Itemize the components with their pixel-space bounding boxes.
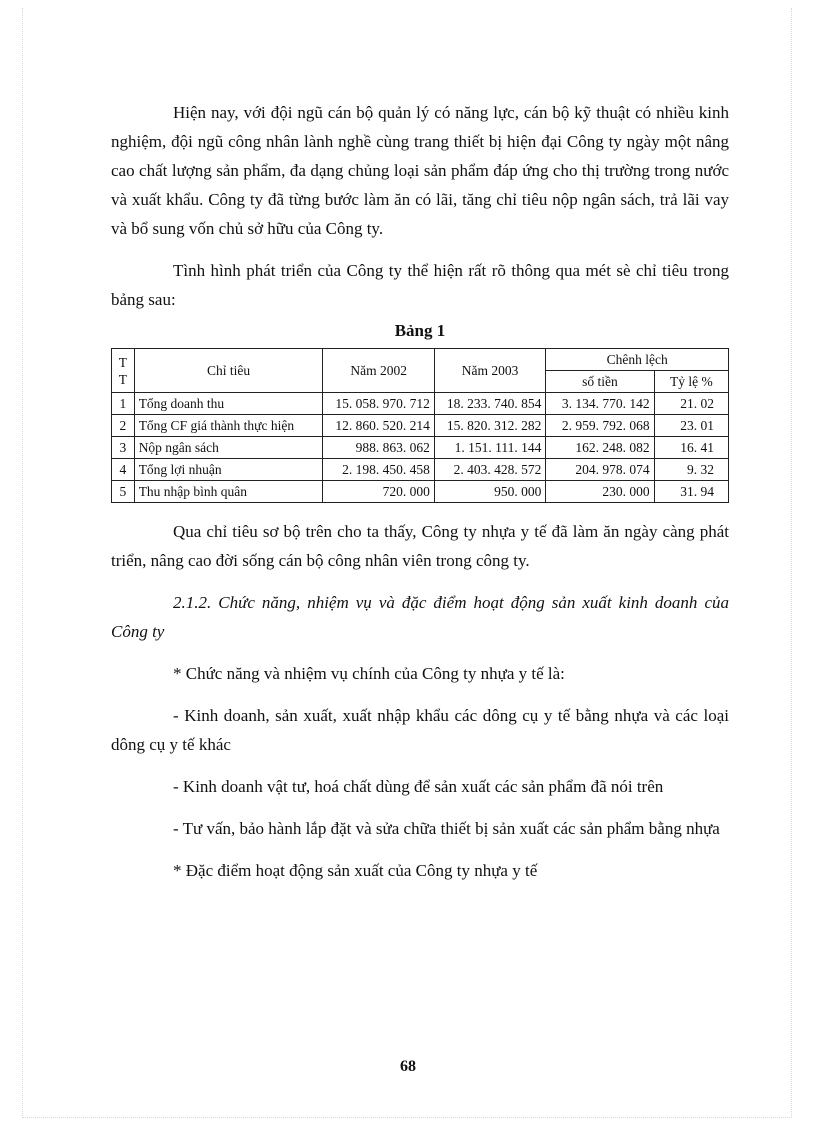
cell-tt: 5 [112, 481, 135, 503]
financial-table [111, 348, 729, 503]
paragraph-table-lead: Tình hình phát triển của Công ty thể hiện rất rõ thông qua mét sè chỉ tiêu trong bảng sau: [111, 261, 729, 309]
cell-tt: 2 [112, 415, 135, 437]
cell-ty-le: 21. 02 [654, 393, 728, 415]
cell-chi-tieu: Nộp ngân sách [134, 437, 323, 459]
paragraph-function-2: - Kinh doanh vật tư, hoá chất dùng để sản xuất các sản phẩm đã nói trên [173, 777, 664, 796]
paragraph-features-title: * Đặc điểm hoạt động sản xuất của Công ty nhựa y tế [173, 861, 538, 880]
header-ty-le: Tỷ lệ % [654, 371, 728, 393]
paragraph-intro: Hiện nay, với đội ngũ cán bộ quản lý có năng lực, cán bộ kỹ thuật có nhiều kinh nghiệm, đội ngũ công nhân lành nghề cùng trang thiết bị hiện đại Công ty ngày một nâng cao chất lượng sản phẩm, đa dạng chủng loại sản phẩm đáp ứng cho thị trường trong nước và xuất khẩu. Công ty đã từng bước làm ăn có lãi, tăng chỉ tiêu nộp ngân sách, trả lãi vay và bổ sung vốn chủ sở hữu của Công ty. [111, 103, 729, 238]
table-row [112, 415, 729, 437]
cell-so-tien: 3. 134. 770. 142 [546, 393, 654, 415]
cell-chi-tieu: Tổng lợi nhuận [134, 459, 323, 481]
header-chi-tieu: Chỉ tiêu [134, 349, 323, 393]
cell-tt: 4 [112, 459, 135, 481]
cell-ty-le: 16. 41 [654, 437, 728, 459]
table-row [112, 481, 729, 503]
cell-ty-le: 9. 32 [654, 459, 728, 481]
header-nam-2003: Năm 2003 [434, 349, 545, 393]
cell-ty-le: 31. 94 [654, 481, 728, 503]
cell-nam-2002: 2. 198. 450. 458 [323, 459, 434, 481]
table-row [112, 393, 729, 415]
cell-nam-2002: 12. 860. 520. 214 [323, 415, 434, 437]
cell-nam-2003: 15. 820. 312. 282 [434, 415, 545, 437]
header-tt: T T [112, 349, 135, 393]
paragraph-conclusion: Qua chỉ tiêu sơ bộ trên cho ta thấy, Công ty nhựa y tế đã làm ăn ngày càng phát triển, nâng cao đời sống cán bộ công nhân viên trong công ty. [111, 522, 729, 570]
cell-tt: 1 [112, 393, 135, 415]
header-so-tien: số tiền [546, 371, 654, 393]
cell-nam-2002: 720. 000 [323, 481, 434, 503]
table-row [112, 459, 729, 481]
paragraph-functions-title: * Chức năng và nhiệm vụ chính của Công ty nhựa y tế là: [173, 664, 565, 683]
cell-nam-2003: 1. 151. 111. 144 [434, 437, 545, 459]
header-nam-2002: Năm 2002 [323, 349, 434, 393]
document-body [111, 98, 729, 898]
paragraph-function-3: - Tư vấn, bảo hành lắp đặt và sửa chữa thiết bị sản xuất các sản phẩm bằng nhựa [173, 819, 720, 838]
cell-chi-tieu: Thu nhập bình quân [134, 481, 323, 503]
cell-chi-tieu: Tổng CF giá thành thực hiện [134, 415, 323, 437]
cell-nam-2003: 2. 403. 428. 572 [434, 459, 545, 481]
cell-so-tien: 162. 248. 082 [546, 437, 654, 459]
cell-so-tien: 204. 978. 074 [546, 459, 654, 481]
table-header-row [112, 349, 729, 371]
cell-tt: 3 [112, 437, 135, 459]
cell-nam-2002: 988. 863. 062 [323, 437, 434, 459]
page-number: 68 [400, 1058, 416, 1075]
section-heading: 2.1.2. Chức năng, nhiệm vụ và đặc điểm hoạt động sản xuất kinh doanh của Công ty [111, 593, 729, 641]
cell-nam-2003: 18. 233. 740. 854 [434, 393, 545, 415]
table-row [112, 437, 729, 459]
cell-nam-2003: 950. 000 [434, 481, 545, 503]
cell-chi-tieu: Tổng doanh thu [134, 393, 323, 415]
paragraph-function-1: - Kinh doanh, sản xuất, xuất nhập khẩu các dông cụ y tế bằng nhựa và các loại dông cụ y tế khác [111, 706, 729, 754]
cell-so-tien: 230. 000 [546, 481, 654, 503]
cell-so-tien: 2. 959. 792. 068 [546, 415, 654, 437]
cell-nam-2002: 15. 058. 970. 712 [323, 393, 434, 415]
header-chenh-lech: Chênh lệch [546, 349, 729, 371]
cell-ty-le: 23. 01 [654, 415, 728, 437]
table-title: Bảng 1 [394, 321, 446, 340]
